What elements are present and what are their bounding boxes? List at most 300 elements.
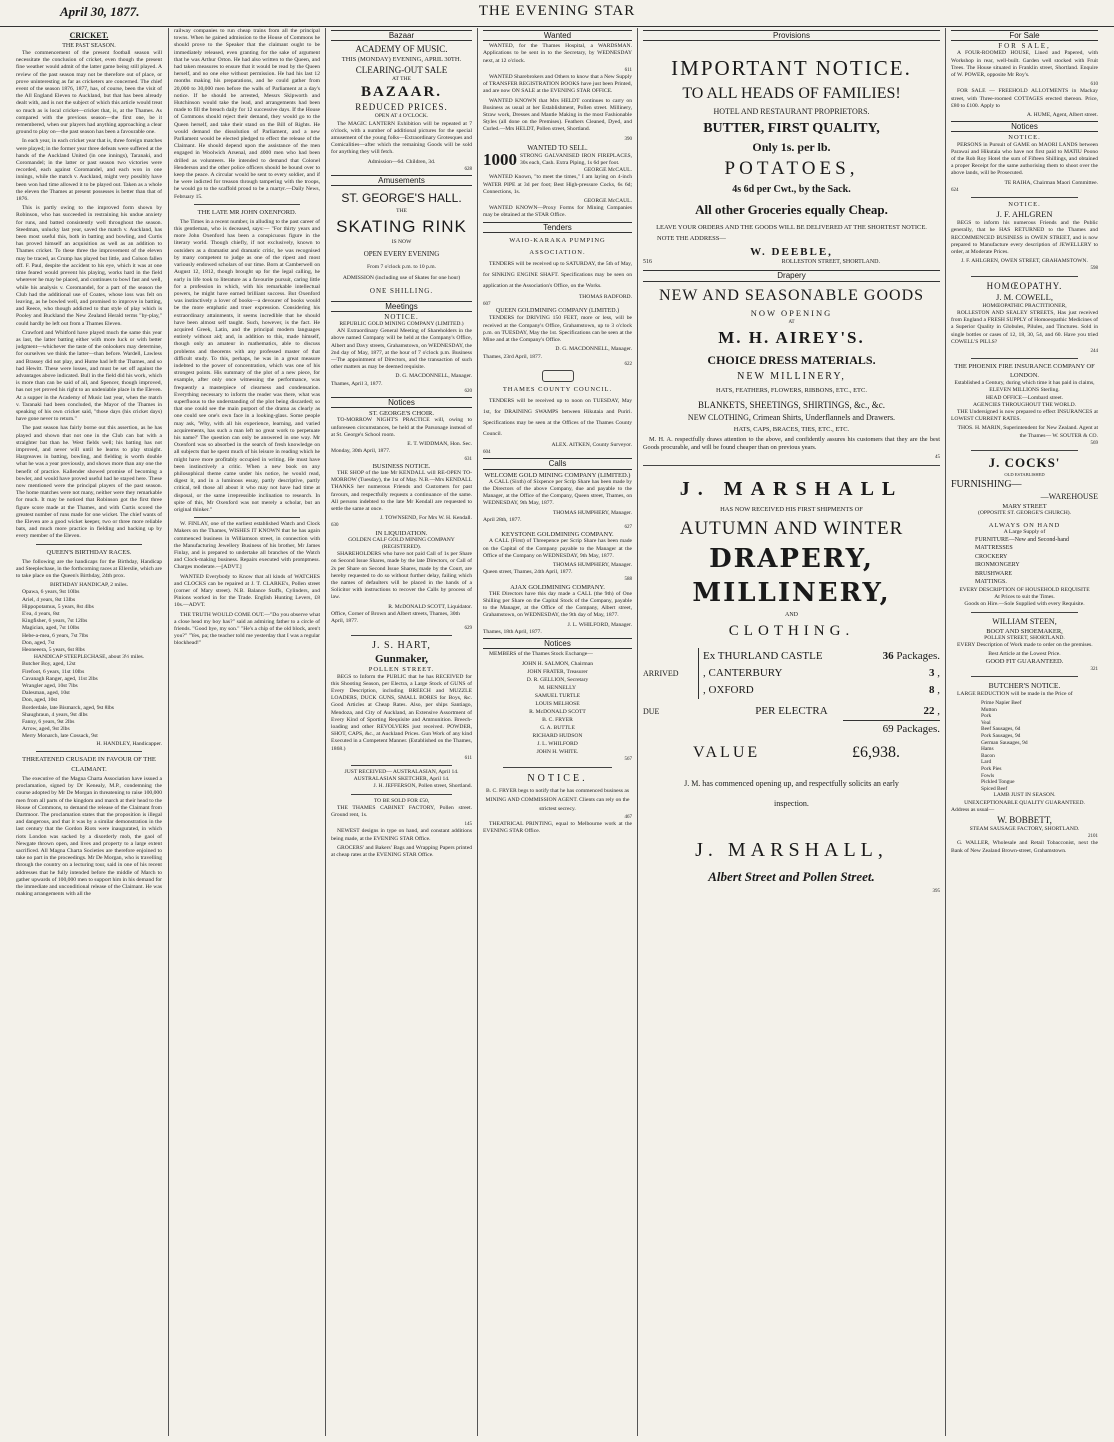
bazaar-title: BAZAAR. xyxy=(360,84,443,101)
goods-on-hire: Goods on Hire.—Sole Supplied with every Requisite. xyxy=(964,601,1085,608)
list-item: Bacon xyxy=(981,752,995,759)
section-bazaar: Bazaar xyxy=(331,30,472,41)
ahlgren-notice-title: NOTICE. xyxy=(1008,201,1041,209)
section-notices: Notices xyxy=(331,397,472,408)
list-item: IRONMONGERY xyxy=(975,562,1020,569)
section-wanted: Wanted xyxy=(483,30,632,41)
sell-paragraph: THE THAMES CABINET FACTORY, Pollen street. Ground rent, 1s. xyxy=(331,804,472,819)
ad-number: 604 xyxy=(483,450,491,456)
drapery-millinery: DRAPERY, MILLINERY, xyxy=(692,544,891,609)
steen-trade: BOOT AND SHOEMAKER, xyxy=(986,627,1063,635)
butcher-title: BUTCHER'S NOTICE. xyxy=(988,680,1061,690)
divider xyxy=(194,517,300,518)
list-item: Pork xyxy=(981,713,992,720)
steen-street: POLLEN STREET, SHORTLAND. xyxy=(984,634,1065,641)
column-6 xyxy=(951,28,1098,1436)
new-clothing: NEW CLOTHING, Crimean Shirts, Underflannels and Drawers. xyxy=(687,412,896,422)
bobbett-name: W. BOBBETT, xyxy=(997,814,1052,825)
ship-count: 8 xyxy=(929,684,935,697)
theatrical-paragraph: THEATRICAL PRINTING, equal to Melbourne work at the EVENING STAR Office. xyxy=(483,820,632,834)
ad-number: 390 xyxy=(624,136,632,142)
ad-number: 610 xyxy=(1090,82,1098,88)
section-meetings: Meetings xyxy=(331,301,472,312)
list-item: J. L. WHILFORD xyxy=(537,741,578,748)
list-item: JOHN H. WHITE. xyxy=(536,749,579,756)
furniture-list xyxy=(951,536,1098,587)
races-list xyxy=(16,661,162,740)
list-item: Fowls xyxy=(981,772,995,779)
for-sale-paragraph: A FOUR-ROOMED HOUSE, Lined and Papered, with Workshop in rear, well-built. Garden well stocked with Fruit Trees. The House situated in Franklin street, Shortland. Enquire of W. POWER, opposite Mr Roy's. xyxy=(951,50,1098,79)
deeble-address: ROLLESTON STREET, SHORTLAND. xyxy=(781,259,880,266)
fryer-paragraph: B. C. FRYER begs to notify that he has commenced business as MINING AND COMMISSION AGENT. Clients can rely on the strictest secrecy. xyxy=(485,787,630,812)
tender-signature: D. G. MACDONNELL, Manager. xyxy=(555,346,632,353)
call-signature: THOMAS HUMPHERY, Manager. xyxy=(552,561,632,568)
oxenford-title: THE LATE MR JOHN OXENFORD. xyxy=(197,208,297,216)
rink-now: IS NOW xyxy=(391,239,412,246)
list-item: Prime Napier Beef xyxy=(981,699,1022,706)
ahlgren-paragraph: BEGS to inform his numerous Friends and the Public generally, that he HAS RETURNED to the Thames and RECOMMENCED BUSINESS in OWEN STREET, and is now prepared to Manufacture every description of JEWELLERY to order, at Moderate Prices. xyxy=(951,220,1098,256)
list-item: Pickled Tongue xyxy=(981,779,1015,786)
section-provisions: Provisions xyxy=(643,30,940,41)
ship-unit: Packages. xyxy=(896,650,940,663)
arrived-label: ARRIVED xyxy=(643,668,679,678)
list-item: JOHN FRATER, Treasurer xyxy=(527,669,588,676)
ad-number: 2101 xyxy=(1088,834,1098,840)
commenced: J. M. has commenced opening up, and respectfully solicits an early inspection. xyxy=(684,779,899,809)
new-goods: NEW AND SEASONABLE GOODS xyxy=(658,286,925,304)
ahlgren-signature: J. F. AHLGREN, OWEN STREET, GRAHAMSTOWN. xyxy=(961,258,1088,265)
list-item: Heoneeera, 5 years, 6st 8lbs xyxy=(22,647,85,654)
ad-number: 395 xyxy=(932,889,940,895)
fireplace-signature: GEORGE McCAUL. xyxy=(583,167,632,174)
liquidation-company: GOLDEN CALF GOLD MINING COMPANY (REGISTERED). xyxy=(348,536,455,550)
ad-number: 631 xyxy=(464,456,472,462)
marshall-received: HAS NOW RECEIVED HIS FIRST SHIPMENTS OF xyxy=(720,506,863,514)
due-ship: PER ELECTRA xyxy=(755,705,828,718)
liquidation-paragraph: SHAREHOLDERS who have not paid Call of 1s per Share on Second Issue Shares, made by the late Directors, or Call of 2s per Share on Second Issue Shares, made by the Court, are hereby requested to do so without further delay, failing which the names of defaulters will be placed in the hands of a Solicitor with instructions to recover the Calls by process of law. xyxy=(331,551,472,601)
ad-number: 569 xyxy=(1090,440,1098,446)
cowell-paragraph: ROLLESTON AND SEALEY STREETS, Has just received from England a FRESH SUPPLY of Homoeopathic Medicines of a Superior Quality in Globules, Pilules, and Tinctures. Sold in single bottles or cases of 12, 18, 30, 54, and 60. Have you tried COWELL'S PILLS? xyxy=(951,309,1098,345)
wanted-sell-title: WANTED TO SELL. xyxy=(527,143,588,152)
ad-number: 321 xyxy=(1090,666,1098,672)
choir-paragraph: TO-MORROW NIGHT'S PRACTICE will, owing to unforeseen circumstances, be held at the Parsonage instead of at St. George's School room. xyxy=(331,417,472,438)
leave-orders: LEAVE YOUR ORDERS AND THE GOODS WILL BE DELIVERED AT THE SHORTEST NOTICE. xyxy=(656,224,927,232)
allotments-signature: A. HUME, Agent, Albert street. xyxy=(1026,112,1098,119)
homeopathy-title: HOMŒOPATHY. xyxy=(986,280,1063,291)
ad-number: 620 xyxy=(464,388,472,394)
races-list xyxy=(16,589,162,654)
races-paragraph: The following are the handicaps for the Birthday, Handicap and Steeplechase, in the forthcoming races at Ellerslie, which are to take place on the Queen's Birthday, 24th prox. xyxy=(16,558,162,580)
rink-title: SKATING RINK xyxy=(336,217,467,237)
airey-paragraph: M. H. A. respectfully draws attention to the above, and confidently assures his customers that they are the best Goods procurable, and will be found cheaper than on previous years. xyxy=(643,435,940,451)
grocers-paragraph: GROCERS' and Bakers' Bags and Wrapping Papers printed at cheap rates at the EVENING STAR Office. xyxy=(331,844,472,859)
tender-signature: THOMAS RADFORD. xyxy=(578,293,632,300)
exchange-members xyxy=(483,660,632,756)
call-paragraph: A CALL (Sixth) of Sixpence per Scrip Share has been made by the Directors of the above Company, due and payable to the Manager, at the Office of the Company, Queen street, Thames, on WEDNESDAY, 9th May, 1877. xyxy=(483,478,632,507)
butcher-paragraph: LARGE REDUCTION will be made in the Price of xyxy=(957,690,1073,697)
rink-price: ONE SHILLING. xyxy=(369,286,434,295)
marshall-address: Albert Street and Pollen Street. xyxy=(708,869,875,885)
meeting-company: REPUBLIC GOLD MINING COMPANY (LIMITED.) xyxy=(339,321,464,328)
bazaar-open: OPEN AT 4 O'CLOCK. xyxy=(374,113,429,120)
phoenix-paragraph: Established a Century, during which time it has paid in claims, ELEVEN MILLIONS Sterling. xyxy=(954,380,1095,394)
bazaar-date: THIS (MONDAY) EVENING, APRIL 30TH. xyxy=(341,56,462,64)
wanted-paragraph: WANTED Known, "to meet the times," I am laying on 4-inch WATER PIPE at 3d per foot; Best High-pressure Cocks, 6s 6d; Connections, 1s. xyxy=(483,174,632,195)
bazaar-admission: Admission—6d. Children, 3d. xyxy=(367,158,436,165)
choir-title: ST. GEORGE'S CHOIR. xyxy=(369,410,434,418)
steen-best: Best Article at the Lowest Price. xyxy=(988,651,1061,658)
list-item: Butcher Boy, aged, 12st xyxy=(22,661,76,668)
list-item: Opawa, 6 years, 9st 10lbs xyxy=(22,589,80,596)
cricket-paragraph: The past season has fairly borne out this assertion, as he has played and shown that not one in the Club can bat with a straighter bat than he. West fields well; his batting has not improved, and never will until he learns to play straight. Hargreaves in batting, bowling, and fielding is worth double what he was a year previously, and shows more than any one the benefit of practice. Kallender showed promise of becoming a bowler, and would have proved useful had he stayed here. These now mentioned were the principal players of the past season. The home matches were not many, neither were they remarkable for much. It may be noticed that Robinson got the first three figure score made at the Thames, and with Curtis scored the greatest number of runs made for one wicket. The chief wants of the Eleven are a good wicket keeper, two or three more reliable bats, and much more practice in fielding and backing up by every member of the Eleven. xyxy=(16,425,162,540)
just-signature: J. H. JEFFERSON, Pollen street, Shortland. xyxy=(373,783,472,790)
divider xyxy=(971,450,1078,451)
hart-street: POLLEN STREET. xyxy=(368,666,435,674)
column-5 xyxy=(643,28,940,1436)
cowell-name: J. M. COWELL, xyxy=(996,291,1053,302)
ship-name: , CANTERBURY xyxy=(703,667,783,680)
call-paragraph: A CALL (First) of Threepence per Scrip Share has been made on the Capital of the Company payable to the Manager at the Office of the Company on WEDNESDAY, 9th May, 1877. xyxy=(483,538,632,559)
butter-price: Only 1s. per lb. xyxy=(752,140,831,155)
ad-number: 611 xyxy=(464,755,472,761)
game-signature: TE RAIHA, Chairman Maori Committee. xyxy=(1004,179,1098,186)
hats-feathers: HATS, FEATHERS, FLOWERS, RIBBONS, ETC., ETC. xyxy=(716,386,867,394)
pipe-signature: GEORGE McCAUL. xyxy=(583,198,632,205)
tender-title: THAMES COUNTY COUNCIL. xyxy=(502,385,613,393)
business-paragraph: THE SHOP of the late Mr KENDALL will RE-OPEN TO-MORROW (Tuesday), the 1st of May. N.B.—Mrs KENDALL THANKS her numerous Friends and Customers for past favours, and respectfully requests a continuance of the same. All persons indebted to the late Mr Kendall are requested to settle the same at once. xyxy=(331,469,472,512)
prices-to-suit: At Prices to suit the Times. xyxy=(994,594,1055,601)
list-item: Cavanagh Ranger, aged, 11st 2lbs xyxy=(22,675,98,682)
hart-name: J. S. HART, xyxy=(372,640,431,652)
list-item: Dalesman, aged, 10st xyxy=(22,690,70,697)
ad-number: 45 xyxy=(935,454,940,460)
call-signature: J. L. WHILFORD, Manager. xyxy=(567,621,632,628)
news-paragraph: NEWEST designs in type on hand, and constant additions being made, at the EVENING STAR Office. xyxy=(331,828,472,842)
airey-name: M. H. AIREY'S. xyxy=(718,327,865,347)
autumn-winter: AUTUMN AND WINTER xyxy=(679,518,904,540)
list-item: MATTRESSES xyxy=(975,545,1013,552)
sell-title: TO BE SOLD FOR £50, xyxy=(373,797,430,804)
tender-title: WAIO-KARAKA PUMPING ASSOCIATION. xyxy=(509,236,606,256)
list-item: Lard xyxy=(981,759,992,766)
divider xyxy=(971,197,1078,198)
value-label: VALUE xyxy=(693,744,761,762)
due-count: 22 xyxy=(923,705,935,718)
liquidation-signature: R. McDONALD SCOTT, Liquidator. xyxy=(388,603,472,610)
list-item: Fanny, 6 years, 9st 2lbs xyxy=(22,719,75,726)
business-title: BUSINESS NOTICE. xyxy=(372,462,431,470)
liquidation-title: IN LIQUIDATION. xyxy=(375,529,428,537)
list-item: MATTINGS. xyxy=(975,579,1007,586)
bazaar-paragraph: The MAGIC LANTERN Exhibition will be repeated at 7 o'clock, with a number of additional pictures for the special amusement of the young folks—Extraordinary Grotesques and Comicalities—after which the remaining Goods will be sold for anything they will fetch. xyxy=(331,120,472,156)
list-item: Hebe-a-mea, 6 years, 7st 7lbs xyxy=(22,632,89,639)
butter-quality: BUTTER, FIRST QUALITY, xyxy=(703,121,880,137)
crest-icon xyxy=(542,370,574,382)
ad-number: 607 xyxy=(483,302,491,308)
large-supply: A Large Supply of xyxy=(1003,528,1046,535)
wanted-paragraph: WANTED KNOWN that Mrs HELDT continues to carry on Business as usual at her Establishment, Pollen street. Millinery, Straw work, Dresses and Mantle Making in the most Fashionable Styles (all done on the Premises). Feathers Cleaned, Dyed, and Curled.—Mrs HELDT, Pollen street, Shortland. xyxy=(483,97,632,133)
divider xyxy=(194,204,300,205)
list-item: German Sausages, 9d xyxy=(981,739,1028,746)
divider xyxy=(351,635,452,636)
ship-count: 3 xyxy=(929,667,935,680)
list-item: Arrow, aged, 9st 2lbs xyxy=(22,726,70,733)
sausage-factory: STEAM SAUSAGE FACTORY, SHORTLAND. xyxy=(969,825,1080,832)
due-unit: , xyxy=(937,705,940,718)
cocks-established: OLD ESTABLISHED xyxy=(1004,471,1045,477)
column-1 xyxy=(16,28,162,1436)
fireplace-count: 1000 xyxy=(483,150,517,170)
waller-paragraph: G. WALLER, Wholesale and Retail Tobacconist, next the Bank of New Zealand Brown-street, Grahamstown. xyxy=(951,840,1098,854)
divider xyxy=(36,544,142,545)
issue-date: April 30, 1877. xyxy=(60,4,140,19)
bazaar-lead: ACADEMY OF MUSIC. xyxy=(355,44,448,55)
clarke-paragraph: WANTED Everybody to Know that all kinds of WATCHES and CLOCKS can be repaired at J. T. CLARKE's, Pollen street (corner of Mary street). N.B. Balance Staffs, Cylinders, and Pinions worked in for the Trade. English Hunting Levers, £8 10s.—ADVT. xyxy=(174,573,320,609)
list-item: Don, aged, 7st xyxy=(22,639,55,646)
choice-materials: CHOICE DRESS MATERIALS. xyxy=(707,352,876,367)
ship-row xyxy=(703,648,940,665)
masthead xyxy=(0,0,1114,27)
tender-paragraph: TENDERS for DRIVING 150 FEET, more or less, will be received at the Company's Office, Grahamstown, up to 3 o'clock p.m. on TUESDAY, May the 1st. Specifications can be seen at the Mine and at the Company's Office. xyxy=(483,315,632,344)
list-item: G. A. BUTTLE xyxy=(540,725,575,732)
races-title: QUEEN'S BIRTHDAY RACES. xyxy=(46,548,132,556)
divider xyxy=(503,767,612,768)
due-label: DUE xyxy=(643,707,660,717)
ad-number: 145 xyxy=(464,822,472,828)
list-item: Pork Pies xyxy=(981,765,1002,772)
liquidation-address: Office, Corner of Brown and Albert streets, Thames, 30th April, 1877. xyxy=(331,610,460,624)
cricket-paragraph: In each year, in each cricket year that is, three foreign matches were played; in the former year three defeats were suffered at the hands of the Auckland United (in one innings), Taranaki, and Coromandel; in the latter or past season two victories were recorded, each against Coromandel, and each won in one innings, while the match v. Auckland, might very possibly have been won had time allowed it to be played out. Taken as a whole the eleven the Thames at present possesses is better than that of 1876. xyxy=(16,138,162,203)
crusade-paragraph: The executive of the Magna Charta Association have issued a proclamation, signed by Dr Kenealy, M.P., condemning the course adopted by Mr De Morgan in threatening to raise 100,000 men from all parts of the kingdom and march at their head to the House of Commons, to demand the release of the Claimant from Dartmoor. The proclamation states that the proposition is illegal and dangerous, and that it was by a similar demonstration in the last century that the Gordon Riots were inaugurated, in which riots London was sacked by a disorderly mob, the gaol of Newgate thrown open, and lives and property to a large extent sacrificed. All Magna Charta Societies are therefore enjoined to take no part in the proceedings. Mr De Morgan, who is travelling through the country on a lecturing tour, said in one of his recent addresses that he fully intended before the middle of March to gather upwards of 100,000 men to support him in his demand for the immediate and unconditional release of the Claimant. He was making arrangements with all the xyxy=(16,775,162,898)
list-item: D. R. GELLION, Secretary xyxy=(526,677,589,684)
list-item: Merry Monarch, late Cossack, 9st xyxy=(22,733,98,740)
tender-title: QUEEN GOLDMINING COMPANY (LIMITED.) xyxy=(495,308,620,315)
section-amusements: Amusements xyxy=(331,175,472,186)
section-calls: Calls xyxy=(483,458,632,469)
ad-number: 588 xyxy=(624,577,632,583)
wanted-paragraph: WANTED KNOWN—Proxy Forms for Mining Companies may be obtained at the STAR Office. xyxy=(483,205,632,219)
clothing-title: CLOTHING. xyxy=(728,623,855,640)
column-rule xyxy=(325,28,326,1436)
opposite-church: (OPPOSITE ST. GEORGE'S CHURCH). xyxy=(977,510,1072,517)
list-item: CROCKERY xyxy=(975,553,1008,560)
divider xyxy=(643,465,940,466)
races-heading: BIRTHDAY HANDICAP, 2 miles. xyxy=(49,582,129,589)
ship-name: , OXFORD xyxy=(703,684,754,697)
hotel-proprietors: HOTEL AND RESTAURANT PROPRIETORS. xyxy=(713,107,870,117)
ship-row xyxy=(703,665,940,682)
list-item: Hams xyxy=(981,746,994,753)
section-notices: Notices xyxy=(951,121,1098,132)
value-amount: £6,938. xyxy=(852,744,900,762)
paper-title: THE EVENING STAR xyxy=(478,3,636,19)
races-signature: H. HANDLEY, Handicapper. xyxy=(96,740,162,747)
ad-number: 622 xyxy=(624,361,632,367)
divider xyxy=(971,676,1078,677)
column-rule xyxy=(477,28,478,1436)
fireplace-text: STRONG GALVANISED IRON FIREPLACES, 30s each, Cash. Extra Piping, 1s 6d per foot. xyxy=(520,152,632,167)
exchange-intro: MEMBERS of the Thames Stock Exchange— xyxy=(489,651,593,658)
divider xyxy=(971,612,1078,613)
total-packages: 69 Packages. xyxy=(843,720,940,738)
tender-paragraph: TENDERS will be received up to noon on TUESDAY, May 1st, for DRAINING SWAMPS between Hikutaia and Puriri. Specifications may be seen at the Offices of the Thames County Council. xyxy=(483,397,632,437)
divider xyxy=(36,751,142,752)
section-notices: Notices xyxy=(483,638,632,649)
finlay-paragraph: W. FINLAY, one of the earliest established Watch and Clock Makers on the Thames, WISHES IT KNOWN that he has again commenced business in Williamson street, in connection with the Manufacturing Jewellery Business of his brother, Mr James Finlay, and is prepared to undertake all branches of the Watch and Clock-making business. Repairs executed with promptness. Charges moderate.—[ADVT.] xyxy=(174,521,320,571)
blankets: BLANKETS, SHEETINGS, SHIRTINGS, &c., &c. xyxy=(698,399,885,410)
cricket-title: CRICKET. xyxy=(69,31,109,40)
phoenix-title: THE PHOENIX FIRE INSURANCE COMPANY OF LONDON. xyxy=(954,363,1095,380)
call-paragraph: THE Directors have this day made a CALL (the 9th) of One Shilling per Share on the Capital Stock of the Company, payable to the Manager, at the Office of the Company, Albert street, Grahamstown, on WEDNESDAY, the 9th day of May, 1877. xyxy=(483,590,632,619)
cricket-subtitle: THE PAST SEASON. xyxy=(62,43,116,49)
game-paragraph: PERSONS in Pursuit of GAME on MAORI LANDS between Parawai and Hikutaia who have not first paid to MATIU Poono of the Rob Roy Hotel the sum of Fifteen Shillings, and obtained a proper Receipt for the same authorising them to shoot over the above lands, will be Prosecuted. xyxy=(951,141,1098,177)
important-notice: IMPORTANT NOTICE. xyxy=(671,56,912,81)
fireplace-ad xyxy=(483,150,632,170)
ad-number: 629 xyxy=(464,626,472,632)
always-on-hand: ALWAYS ON HAND xyxy=(988,521,1061,529)
phoenix-agencies: AGENCIES THROUGHOUT THE WORLD. xyxy=(972,401,1077,408)
for-sale-title: FOR SALE, xyxy=(998,42,1051,51)
section-for-sale: For Sale xyxy=(951,30,1098,41)
ship-unit: , xyxy=(937,684,940,697)
list-item: Magician, aged, 7st 10lbs xyxy=(22,625,80,632)
just-received: JUST RECEIVED— AUSTRALASIAN, April 14. AUSTRALASIAN SKETCHER, April 14. xyxy=(344,769,459,783)
marshall-name: J. MARSHALL xyxy=(679,478,904,501)
new-millinery: NEW MILLINERY, xyxy=(737,370,846,382)
hart-paragraph: BEGS to Inform the PUBLIC that he has RECEIVED for this Shooting Season, per Electra, a Large Stock of GUNS of Every Description, including BREECH and MUZZLE LOADERS, DUCK GUNS, SMALL BORES for Boys, &c. Good Articles at Cheap Rates. Also, per ships Santiago, Mendoza, and City of Auckland, an Extensive Assortment of Every Kind of Sporting Requisite and Ammunition. Breech-loading and other REVOLVERS just received. POWDER, SHOT, CAPS, &c., at Auckland Prices. Gun Work of any kind Executed in a Competent Manner. (Established on the Thames, 1868.) xyxy=(331,673,472,752)
allotments-paragraph: FOR SALE — FREEHOLD ALLOTMENTS in Mackay street, with Three-roomed COTTAGES erected thereon. Price, £80 to £100. Apply to xyxy=(951,88,1098,109)
list-item: Wrangler aged, 10st 7lbs xyxy=(22,683,78,690)
meeting-paragraph: AN Extraordinary General Meeting of Shareholders in the above named Company will be held at the Company's Office, Albert and Davy streets, Grahamstown, on WEDNESDAY, the 2nd day of May, 1877, at the hour of 7 o'clock p.m. Business—The appointment of Directors, and the transaction of such other matters as may be deemed requisite. xyxy=(331,328,472,371)
ad-number: 598 xyxy=(1090,266,1098,272)
divider xyxy=(971,276,1078,277)
heads-of-families: TO ALL HEADS OF FAMILIES! xyxy=(682,85,901,103)
rink-time: From 7 o'clock p.m. to 10 p.m. xyxy=(366,263,437,270)
groceries: All other Groceries equally Cheap. xyxy=(695,202,888,218)
ship-count: 36 xyxy=(882,650,894,663)
call-signature: THOMAS HUMPHERY, Manager. xyxy=(552,509,632,516)
phoenix-paragraph-2: THE Undersigned is now prepared to effect INSURANCES at LOWEST CURRENT RATES. xyxy=(951,408,1098,423)
address-as-usual: Address as usual— xyxy=(951,806,995,813)
list-item: LOUIS MELHOSE xyxy=(535,701,580,708)
tender-signature: ALEX. AITKEN, County Surveyor. xyxy=(551,441,632,448)
call-title: AJAX GOLDMINING COMPANY. xyxy=(510,583,605,591)
list-item: M. HENNELLY xyxy=(538,685,577,692)
section-tenders: Tenders xyxy=(483,222,632,233)
list-item: Kingfisher, 6 years, 7st 12lbs xyxy=(22,618,88,625)
call-date: Thames, 18th April, 1877. xyxy=(483,628,542,635)
arrived-table xyxy=(643,648,940,699)
lamb-season: LAMB JUST IN SEASON. xyxy=(993,792,1056,799)
column-rule xyxy=(168,28,169,1436)
phoenix-signature: THOS. H. MARIN, Superintendent for New Zealand. Agent at the Thames— W. SOUTER & CO. xyxy=(957,425,1098,439)
warehouse: —WAREHOUSE xyxy=(1040,492,1098,502)
meeting-signature: D. G. MACDONNELL, Manager. xyxy=(395,373,472,380)
list-item: SAMUEL TURTLE xyxy=(534,693,581,700)
phoenix-head-office: HEAD OFFICE—Lombard street. xyxy=(985,394,1064,401)
column-2 xyxy=(174,28,320,1436)
due-row xyxy=(643,703,940,720)
potatoes-price: 4s 6d per Cwt., by the Sack. xyxy=(732,184,851,196)
hall-title: ST. GEORGE'S HALL. xyxy=(341,191,462,206)
steen-name: WILLIAM STEEN, xyxy=(992,616,1057,626)
column-rule xyxy=(945,28,946,1436)
list-item: RICHARD HUDSON xyxy=(532,733,583,740)
cricket-paragraph: Crawford and Whitford have played much the same this year as last, the latter batting either with more luck or with better judgment—whichever the taste of the onlookers may determine, for ourselves we think the latter—than before. Wardell, Lawless and Brassey did not play, and Hume had left the Thames, and so had Hewitt. These were losses, and must be set off against the advantages above indicated. Bull in the field did his work, which is more than can be said of all, and Spencer, though improved, has not yet proved his right to an undeniable place in the Eleven. At a supper in the Academy of Music last year, when the match v. Taranaki had been concluded, the Mayor of the Thames in speaking of his own cricket said, "those days (his cricket days) have gone never to return." xyxy=(16,329,162,423)
note-address: NOTE THE ADDRESS— xyxy=(657,235,726,243)
ship-row xyxy=(703,682,940,699)
column-rule xyxy=(637,28,638,1436)
truth-paragraph: THE TRUTH WOULD COME OUT.—"Do you observe what a close head my boy has?" said an admiring father to a circle of friends. "Good bye, my son." "He's a chip of the old block, aren't you?" "Yes, pa; the teacher told me yesterday that I was a regular blockhead!" xyxy=(174,611,320,647)
list-item: R. McDONALD SCOTT xyxy=(529,709,586,716)
divider xyxy=(351,794,452,795)
rink-admission: ADMISSION (including use of Skates for one hour) xyxy=(342,274,461,281)
list-item: Hippopotamus, 5 years, 8st 4lbs xyxy=(22,603,94,610)
rink-the: THE xyxy=(396,208,407,215)
furnishing: FURNISHING— xyxy=(951,479,1022,491)
ad-number: 627 xyxy=(624,524,632,530)
call-title: KEYSTONE GOLDMINING COMPANY. xyxy=(501,531,614,539)
ad-number: 630 xyxy=(331,523,339,529)
mary-street: MARY STREET xyxy=(1002,503,1047,511)
ad-number: 516 xyxy=(643,259,652,266)
list-item: Firefoot, 6 years, 11st 10lbs xyxy=(22,668,85,675)
value-row xyxy=(643,738,940,768)
list-item: BRUSHWARE xyxy=(975,570,1013,577)
ship-unit: , xyxy=(937,667,940,680)
hats-caps: HATS, CAPS, BRACES, TIES, ETC., ETC. xyxy=(733,425,850,433)
ad-number: 611 xyxy=(624,67,632,73)
list-item: Ariel, 4 years, 8st 13lbs xyxy=(22,596,76,603)
fryer-notice-title: NOTICE. xyxy=(527,772,588,784)
bazaar-atthe: AT THE xyxy=(392,76,411,83)
cowell-role: HOMŒOPATHIC PRACTITIONER, xyxy=(982,302,1067,309)
ad-number: 467 xyxy=(624,814,632,820)
steen-fit: GOOD FIT GUARANTEED. xyxy=(985,658,1064,666)
list-item: Spiced Beef xyxy=(981,785,1008,792)
ad-number: 567 xyxy=(624,757,632,763)
divider xyxy=(971,358,1078,359)
potatoes: POTATOES, xyxy=(724,158,859,180)
hart-trade: Gunmaker, xyxy=(374,653,429,666)
call-date: Queen street, Thames, 24th April, 1877. xyxy=(483,569,573,576)
list-item: E'ea, 4 years, 8st xyxy=(22,611,60,618)
meat-list xyxy=(951,700,1098,792)
choir-signature: E. T. WIDDMAN, Hon. Sec. xyxy=(407,441,472,448)
list-item: B. C. FRYER xyxy=(542,717,573,724)
section-drapery: Drapery xyxy=(643,270,940,281)
races-heading: HANDICAP STEEPLECHASE, about 3½ miles. xyxy=(33,654,145,661)
deeble-address-row xyxy=(643,259,940,266)
steen-paragraph: EVERY Description of Work made to order on the premises. xyxy=(957,641,1093,648)
at: AT xyxy=(788,319,795,325)
crusade-title: THREATENED CRUSADE IN FAVOUR OF THE CLAIMANT. xyxy=(22,755,156,773)
call-date: April 28th, 1877. xyxy=(483,516,522,523)
call-title: WELCOME GOLD MINING COMPANY (LIMITED.) xyxy=(484,471,631,479)
claimant-paragraph: railway companies to run cheap trains from all the principal towns. When he gained admission to the House of Commons he should prove to the Speaker that the claimant ought to be immediately released, even granting for the sake of argument that he was Arthur Orton. He had also written to the Queen, and had taken measures to ensure that it would be read by the Queen herself, and no one else without permission. He had his last 12 months making his preparations, and he could gather from 20,000 to 30,000 men before the walls of Parliament at a day's notice. If he should be arrested, Messrs Skipworth and Hutchinson would take the lead, and arrangements had been made to fill the breach daily for 12 successive days. If the House of Commons should reject their demand, they would go to the Queen herself, and take their stand on the Bill of Rights. He would demand the dissolution of Parliament, and a new Parliament would be elected pledged to effect the release of the Claimant. He should depend upon the assistance of the men engaged in Woolwich Arsenal, and 4000 men who had been drilled as volunteers. He intended to demand that Colonel Henderson and the other police officers should be bound over to keep the peace. A circular would be sent to every soldier, and if he were indicted for treason through tampering with the troops, he would go to the scaffold proud to be a martyr.—Daily News, February 15. xyxy=(174,28,320,200)
list-item: Mutton xyxy=(981,706,997,713)
list-item: Don, aged, 10st xyxy=(22,697,58,704)
meeting-notice: NOTICE. xyxy=(384,312,419,321)
cocks-name: J. COCKS' xyxy=(988,454,1061,470)
marshall-name-2: J. MARSHALL, xyxy=(695,839,888,862)
list-item: Shaughraun, 4 years, 9st 4lbs xyxy=(22,711,88,718)
list-item: Borderdale, late Bismarck, aged, 9st 8lbs xyxy=(22,704,114,711)
divider xyxy=(351,765,452,766)
now-opening: NOW OPENING xyxy=(750,307,833,318)
oxenford-paragraph: The Times in a recent number, in alluding to the past career of this gentleman, who is deceased, says:— "For thirty years and more John Oxenford has been a conspicuous figure in the literary world. Though chiefly, if not exclusively, known to outsiders as a dramatist and dramatic critic, he was recognised by many competent to judge as one of the ripest and most variously endowed scholars of our time. Born at Camberwell on August 12, 1812, though brought up for the legal calling, he early in life took to literature as a favourite pursuit, caring little for a profession in which, with his remarkable intellectual powers, he might have earned brilliant success. But Oxenford was instinctively a lover of books—a devourer of books would be the more emphatic and truer expression. Considering his extraordinary attainments, it seems incredible that he should have been almost self taught. Such, however, is the fact. He acquired Greek, Latin, and the principal modern languages entirely without aid; and, in addition to this, made himself, though only an amateur in mathematics, able to discuss problems and theorems with any professed master of that difficult study. To this, perhaps, he was in a great measure indebted to the power of concentration, which was one of his strongest points. His summary of the plot of a new piece, for example, after only once witnessing the performance, was frequently a masterpiece of clearness and condensation. Everything necessary to inform the reader was there, what was superfluous to the understanding of the plot being discarded; so that one could see the main purport of the drama as clearly as one could see one's own face in a looking-glass. Some people may ask, 'Why, with all his experience, learning, and varied acquirements, has such a man left no great work to perpetuate his name?' The question can only be answered in one way. Mr Oxenford was so absorbed in the search of fresh knowledge on all subjects that he spent much of his leisure in reading which he might have more profitably occupied in writing. He must have been instinctively a critic. When a new book on any philosophical theme came under his notice, he would read, digest it, and in a luminous essay, partly descriptive, partly critical, tell those all about it who may not have had time at disposal, or the same irrepressible inclination to research. In spite of this, Mr Oxenford was not merely a scholar, but an original thinker." xyxy=(174,218,320,513)
and: AND xyxy=(785,612,798,619)
